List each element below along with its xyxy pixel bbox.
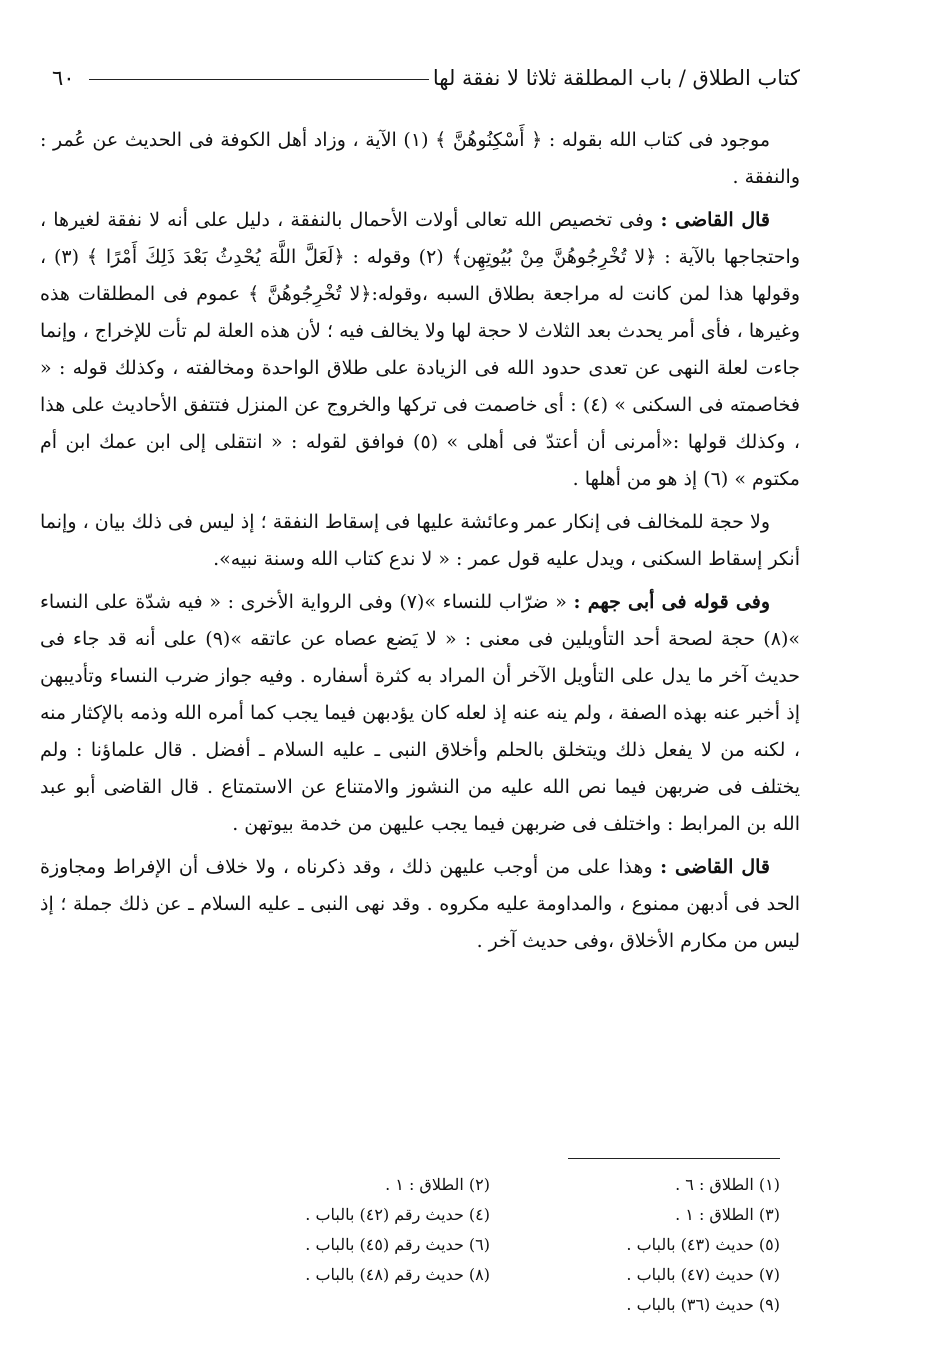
paragraph-3	[40, 504, 800, 578]
main-text	[40, 122, 800, 966]
header-rule	[89, 79, 429, 80]
paragraph-text: وفى تخصيص الله تعالى أولات الأحمال بالنفقة ، دليل على أنه لا نفقة لغيرها ، واحتجاجها بالآية : ﴿لا تُخْرِجُوهُنَّ مِنْ بُيُوتِهِن﴾ (٢) وقوله : ﴿لَعَلَّ اللَّهَ يُحْدِثُ بَعْدَ ذَلِكَ أَمْرًا ﴾ (٣) ، وقولها هذا لمن كانت له مراجعة بطلاق السبه ،وقوله:﴿لا تُخْرِجُوهُنَّ ﴾ عموم فى المطلقات هذه وغيرها ، فأى أمر يحدث بعد الثلاث لا حجة لها ولا يخالف فيه ؛ لأن هذه العلة لم تأت للإخراج ، وإنما جاءت لعلة النهى عن تعدى حدود الله فى الزيادة على طلاق الواحدة ومخالفته ، وكذلك قوله : « فخاصمته فى السكنى » (٤) : أى خاصمت فى تركها والخروج عن المنزل فتتفق الأحاديث على هذا ، وكذلك قولها :«أمرنى أن أعتدّ فى أهلى » (٥) فوافق لقوله : « انتقلى إلى ابن عمك ابن أم مكتوم » (٦) إذ هو من أهلها .	[40, 209, 800, 490]
paragraph-text: موجود فى كتاب الله بقوله : ﴿ أَسْكِنُوهُنَّ ﴾ (١) الآية ، وزاد أهل الكوفة فى الحديث عن عُمر : والنفقة .	[40, 129, 800, 188]
footnote-item: (٤) حديث رقم (٤٢) بالباب .	[305, 1205, 490, 1224]
paragraph-text: ولا حجة للمخالف فى إنكار عمر وعائشة عليها فى إسقاط النفقة ؛ إذ ليس فى ذلك بيان ، وإنما أنكر إسقاط السكنى ، ويدل عليه قول عمر : « لا ندع كتاب الله وسنة نبيه».	[40, 511, 800, 570]
footnote-item: (٧) حديث (٤٧) بالباب .	[626, 1265, 780, 1284]
footnote-item: (١) الطلاق : ٦ .	[675, 1175, 780, 1194]
paragraph-lead: وفى قوله فى أبى جهم :	[573, 591, 770, 613]
paragraph-lead: قال القاضى :	[660, 856, 771, 878]
running-header	[40, 66, 800, 90]
footnotes	[220, 1170, 780, 1320]
paragraph-1	[40, 122, 800, 196]
paragraph-text: « ضرّاب للنساء »(٧) وفى الرواية الأخرى : « فيه شدّة على النساء »(٨) حجة لصحة أحد التأويلين فى معنى : « لا يَضع عصاه عن عاتقه »(٩) على أنه قد جاء فى حديث آخر ما يدل على التأويل الآخر أن المراد به كثرة أسفاره . وفيه جواز ضرب النساء وتأديبهن إذ أخبر عنه بهذه الصفة ، ولم ينه عنه إذ لعله كان يؤدبهن فيما يجب كما أمره الله وذمه بالإكثار منه ، لكنه من لا يفعل ذلك ويتخلق بالحلم وأخلاق النبى ـ عليه السلام ـ أفضل . قال علماؤنا : ولم يختلف فى ضربهن فيما نص الله عليه من النشوز والامتناع عن الاستمتاع . قال القاضى أبو عبد الله بن المرابط : واختلف فى ضربهن فيما يجب عليهن من خدمة بيوتهن .	[40, 591, 800, 835]
paragraph-5	[40, 849, 800, 960]
paragraph-text: وهذا على من أوجب عليهن ذلك ، وقد ذكرناه ، ولا خلاف أن الإفراط ومجاوزة الحد فى أدبهن ممنوع ، والمداومة عليه مكروه . وقد نهى النبى ـ عليه السلام ـ عن ذلك جملة ؛ إذ ليس من مكارم الأخلاق ،وفى حديث آخر .	[40, 856, 800, 952]
footnote-item: (٥) حديث (٤٣) بالباب .	[626, 1235, 780, 1254]
footnote-item: (٩) حديث (٣٦) بالباب .	[626, 1295, 780, 1314]
footnote-separator	[568, 1158, 780, 1159]
page-number: ٦٠	[52, 66, 75, 90]
footnotes-column-left	[220, 1170, 490, 1320]
chapter-title: كتاب الطلاق / باب المطلقة ثلاثا لا نفقة لها	[432, 66, 800, 90]
paragraph-4	[40, 584, 800, 843]
paragraph-2	[40, 202, 800, 498]
footnotes-column-right	[510, 1170, 780, 1320]
footnote-item: (٨) حديث رقم (٤٨) بالباب .	[305, 1265, 490, 1284]
footnote-item: (٣) الطلاق : ١ .	[675, 1205, 780, 1224]
paragraph-lead: قال القاضى :	[660, 209, 771, 231]
footnote-item: (٢) الطلاق : ١ .	[385, 1175, 490, 1194]
footnote-item: (٦) حديث رقم (٤٥) بالباب .	[305, 1235, 490, 1254]
